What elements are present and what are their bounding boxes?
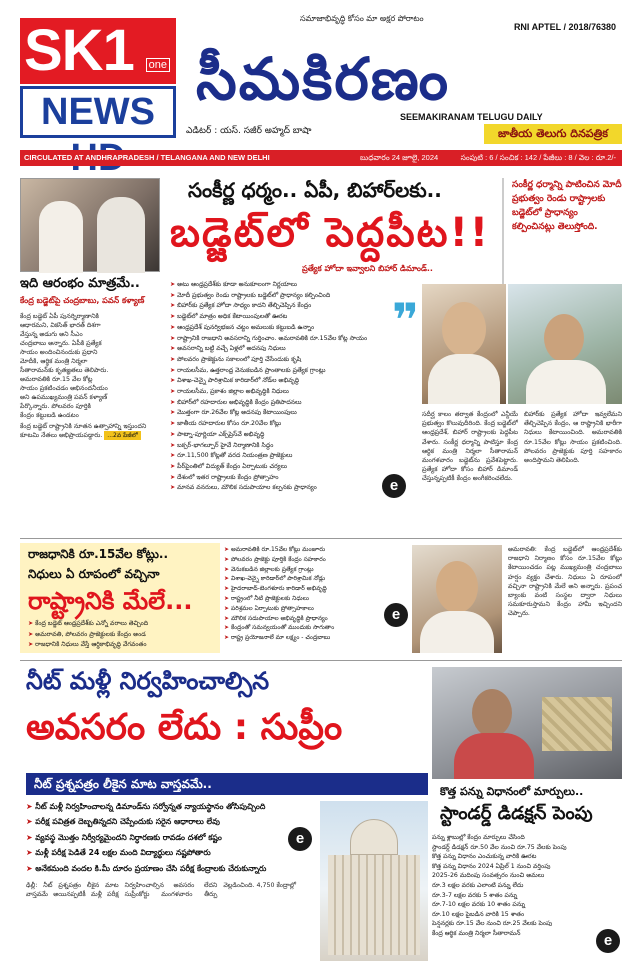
tax-line: కొత్త పన్ను విధానం ఎంచుకున్న వారికి ఊరట <box>432 853 537 861</box>
side-body-line: మోదీకి, ఆర్థిక మంత్రి నిర్మలా <box>20 358 88 365</box>
list-item: ➤ మౌలిక సదుపాయాల అభివృద్ధికి ప్రాధాన్యం <box>224 614 420 624</box>
court-building <box>328 855 420 955</box>
tax-line: రూ.10 లక్షల పైబడిన వారికి 15 శాతం <box>432 910 525 918</box>
capital-highlights <box>28 619 218 651</box>
logo-one-text: one <box>146 58 170 72</box>
list-item: ➤ అనేకమంది వందల కి.మీ దూరం ప్రయాణం చేసి పరీక్ష కేంద్రాలకు చేరుకున్నారు <box>26 861 336 876</box>
neet-kicker: నీట్ ప్రశ్నపత్రం లీకైన మాట వాస్తవమే.. <box>26 773 428 795</box>
budget-quote: సంకీర్ణ ధర్మాన్ని పాటించిన మోదీ ప్రభుత్వం రెండు రాష్ట్రాలకు బడ్జెట్‌లో ప్రాధాన్యం కల్పించినట్లు తెలుస్తోంది. <box>502 178 622 286</box>
list-item: ➤ నీట్ మళ్లీ నిర్వహించాలన్న డిమాండ్‌ను సర్వోన్నత న్యాయస్థానం తోసిపుచ్చింది <box>26 799 336 814</box>
neet-body: ఢిల్లీ: నీట్ ప్రశ్నపత్రం లీకైన మాట వాస్తవమే అయినప్పటికీ మళ్లీ పరీక్ష నిర్వహించాల్సిన అవసరం లేదని సుప్రీంకోర్టు మంగళవారం తీర్పు వెల్లడించింది. 4,750 కేంద్రాల్లో <box>26 882 297 899</box>
budget-kicker: ప్రత్యేక హోదా ఇవ్వాలని బిహార్ డిమాండ్.. <box>302 264 433 273</box>
capital-headline-1: రాజధానికి రూ.15వేల కోట్లు.. <box>28 547 169 561</box>
editor-line: ఎడిటర్ : యస్. సజీర్ అహ్మద్ బాషా <box>186 126 312 136</box>
photo-body <box>454 733 534 779</box>
photo-currency-notes <box>542 697 612 751</box>
photo-face <box>442 302 486 356</box>
side-subheadline: కేంద్ర బడ్జెట్‌పై చంద్రబాబు, పవన్ కళ్యాణ్ <box>20 296 145 305</box>
budget-bullet-list <box>170 280 410 494</box>
capital-headline-2: నిధులు ఏ రూపంలో వచ్చినా <box>28 567 160 581</box>
neet-headline-1: నీట్ మళ్లీ నిర్వహించాల్సిన <box>26 667 270 695</box>
photo-finance-minister <box>432 667 622 779</box>
side-note-text: కేంద్ర బడ్జెట్ రాష్ట్రానికి నూతన ఉత్సాహాన్ని ఇస్తుందని కూటమి నేతలు అభిప్రాయపడ్డారు. <box>20 423 147 439</box>
volume-info: సంపుటి : 6 / సంచిక : 142 / పేజీలు : 8 / వెల : రూ.2/- <box>460 153 616 162</box>
logo-news-hd-text: NEWS <box>20 86 176 138</box>
quote-mark-icon: ❞ <box>392 293 419 347</box>
photo-body <box>420 611 494 653</box>
title-band <box>186 38 622 120</box>
capital-column: అమరావతి: కేంద్ర బడ్జెట్‌లో ఆంధ్రప్రదేశ్‌కు రాజధాని నిర్మాణం కోసం రూ.15వేల కోట్లు కేటాయించడం పట్ల ముఖ్యమంత్రి చంద్రబాబు హర్షం వ్యక్తం చేశారు. నిధులు ఏ రూపంలో వచ్చినా రాష్ట్రానికి మేలే అని అన్నారు. ప్రపంచ బ్యాంకు వంటి సంస్థల ద్వారా నిధులు సమకూరుస్తామని కేంద్రం హామీ ఇచ్చిందని చెప్పారు. <box>508 546 622 618</box>
list-item: ➤ హైదరాబాద్-బెంగళూరు కారిడార్ అభివృద్ధి <box>224 584 420 594</box>
photo-cm-deputy-cm <box>20 178 160 272</box>
list-item: ➤ కేంద్రంతో సమన్వయంతో ముందుకు సాగుతాం <box>224 623 420 633</box>
side-body-line: కేంద్ర బడ్జెట్ ఏపీ పునర్నిర్మాణానికి <box>20 313 99 320</box>
list-item: ➤ రూ.11,500 కోట్లతో వరద నియంత్రణ ప్రాజెక్టులు <box>170 451 410 462</box>
continued-tag: ...2వ పేజీలో <box>104 431 141 440</box>
list-item: ➤ విశాఖ-చెన్నై పారిశ్రామిక కారిడార్‌లో నోడ్‌ల అభివృద్ధి <box>170 376 410 387</box>
info-bar <box>20 150 622 166</box>
list-item: ➤ రాయలసీమ, ప్రకాశం జిల్లాల అభివృద్ధికి నిధులు <box>170 387 410 398</box>
photo-chandrababu-2 <box>412 545 502 653</box>
list-item: ➤ మళ్లీ పరీక్ష పెడితే 24 లక్షల మంది విద్యార్థులు నష్టపోతారు <box>26 845 336 860</box>
neet-story <box>20 660 622 970</box>
photo-body <box>526 360 606 404</box>
capital-story <box>20 538 622 656</box>
e-logo-icon: e <box>288 827 312 851</box>
court-dome <box>350 819 398 855</box>
list-item: ➤ ఆంధ్రప్రదేశ్ పునర్విభజన చట్టం అమలుకు కట్టుబడి ఉన్నాం <box>170 323 410 334</box>
side-body-line: చంద్రబాబు అన్నారు. ఏపీకి ప్రత్యేక <box>20 340 102 347</box>
list-item: ➤ రాష్ట్రానికి రాజధాని అవసరాన్ని గుర్తించాం. అమరావతికి రూ.15వేల కోట్ల సాయం <box>170 334 410 345</box>
budget-column-right: బిహార్‌కు ప్రత్యేక హోదా ఇవ్వలేమని తేల్చిచెప్పిన కేంద్రం, ఆ రాష్ట్రానికి భారీగా నిధులు కేటాయించింది. అమరావతికి రూ.15వేల కోట్లు సాయం ప్రకటించింది. పోలవరం ప్రాజెక్టుకు పూర్తి సహకారం అందిస్తామని తెలిపింది. <box>524 411 622 465</box>
list-item: ➤ దేశంలో ఇతర రాష్ట్రాలకు కేంద్రం ప్రోత్సాహం <box>170 473 410 484</box>
tax-line: రూ.3-7 లక్షల వరకు 5 శాతం పన్ను <box>432 891 518 899</box>
list-item: ➤ అమరావతికి రూ.15వేల కోట్లు మంజూరు <box>224 545 420 555</box>
list-item: ➤ పోలవరం ప్రాజెక్టు పూర్తికి కేంద్రం సహకారం <box>224 555 420 565</box>
list-item: ➤ అటు ఆంధ్రప్రదేశ్‌కు కూడా అనుకూలంగా నిర్ణయాలు <box>170 280 410 291</box>
list-item: ➤ అమరావతి, పోలవరం ప్రాజెక్టులకు కేంద్రం అండ <box>28 630 218 641</box>
capital-headline-3: రాష్ట్రానికి మేలే... <box>28 587 193 615</box>
logo-sk1-text: SK1 <box>20 18 176 84</box>
tax-line: రూ.7-10 లక్షల వరకు 10 శాతం పన్ను <box>432 901 526 909</box>
list-item: ➤ బడ్జెట్‌లో మాత్రం అధిక కేటాయింపులతో ఊరట <box>170 312 410 323</box>
list-item: ➤ పోలవరం ప్రాజెక్టును సకాలంలో పూర్తి చేసేందుకు కృషి <box>170 355 410 366</box>
list-item: ➤ రాయలసీమ, ఉత్తరాంధ్ర వెనుకబడిన ప్రాంతాలకు ప్రత్యేక గ్రాంట్లు <box>170 366 410 377</box>
photo-chandrababu <box>422 284 506 404</box>
side-body-line: పేర్కొన్నారు. పోలవరం పూర్తికి <box>20 403 91 410</box>
budget-headline-top: సంకీర్ణ ధర్మం.. ఏపీ, బిహార్‌లకు.. <box>188 178 442 202</box>
side-body-line: కేంద్రం కట్టుబడి ఉండటం <box>20 412 79 419</box>
masthead <box>0 0 640 148</box>
list-item: ➤ కేంద్ర బడ్జెట్ ఆంధ్రప్రదేశ్‌కు ఎన్నో వరాలు తెచ్చింది <box>28 619 218 630</box>
list-item: ➤ వెనుకబడిన జిల్లాలకు ప్రత్యేక గ్రాంట్లు <box>224 565 420 575</box>
tagline: సమాజాభివృద్ధి కోసం మా అక్షర పోరాటం <box>300 14 424 23</box>
capital-bullet-list <box>224 545 420 643</box>
list-item: ➤ బిహార్‌కు ప్రత్యేక హోదా సాధ్యం కాదని తేల్చిచెప్పిన కేంద్రం <box>170 301 410 312</box>
list-item: ➤ జాతీయ రహదారుల కోసం రూ.20వేల కోట్లు <box>170 419 410 430</box>
side-note <box>20 422 160 440</box>
photo-face <box>544 314 584 362</box>
side-body <box>20 312 160 420</box>
side-body-line: అమరావతికి రూ.15 వేల కోట్ల <box>20 376 93 383</box>
tax-line: స్టాండర్డ్ డిడక్షన్ రూ.50 వేల నుంచి రూ.75 వేలకు పెంపు <box>432 843 567 851</box>
tax-line: పన్ను శ్లాబుల్లో కేంద్రం మార్పులు చేసింది <box>432 834 525 841</box>
tax-line: 2025-26 మదింపు సంవత్సరం నుంచి అమలు <box>432 872 545 880</box>
photo-bihar-cm <box>508 284 622 404</box>
list-item: ➤ బిహార్‌లో రహదారుల అభివృద్ధికి కేంద్రం ప్రతిపాదనలు <box>170 398 410 409</box>
newspaper-title: సీమకిరణం <box>196 45 451 113</box>
e-logo-icon: e <box>382 474 406 498</box>
side-body-line: సాయం ప్రకటించడం అభినందనీయం <box>20 385 108 392</box>
list-item: ➤ రాష్ట్ర ప్రయోజనాలే మా లక్ష్యం - చంద్రబాబు <box>224 633 420 643</box>
photo-face <box>472 689 512 737</box>
e-logo-icon: e <box>596 929 620 953</box>
side-body-line: సీతారామన్‌కు కృతజ్ఞతలు తెలిపారు. <box>20 367 109 374</box>
list-item: ➤ రాష్ట్రంలో నీటి ప్రాజెక్టులకు నిధులు <box>224 594 420 604</box>
issue-date: బుధవారం 24 జూలై, 2024 <box>360 153 439 162</box>
side-headline: ఇది ఆరంభం మాత్రమే.. <box>20 276 140 291</box>
list-item: ➤ బక్సర్-భాగల్పూర్ హైవే నిర్మాణానికి సిద్ధం <box>170 441 410 452</box>
side-body-line: అని ఉపముఖ్యమంత్రి పవన్ కళ్యాణ్ <box>20 394 108 401</box>
tax-headline-2: స్టాండర్డ్ డిడక్షన్ పెంపు <box>440 803 593 824</box>
english-title: SEEMAKIRANAM TELUGU DAILY <box>400 112 543 122</box>
list-item: ➤ విశాఖ-చెన్నై కారిడార్‌లో పారిశ్రామిక నోడ్లు <box>224 574 420 584</box>
rni-number: RNI APTEL / 2018/76380 <box>513 22 616 32</box>
e-logo-icon: e <box>384 603 408 627</box>
photo-supreme-court <box>320 801 428 961</box>
circulation-text: CIRCULATED AT ANDHRAPRADESH / TELANGANA AND NEW DELHI <box>24 153 270 162</box>
tax-line: రూ.3 లక్షల వరకు ఎలాంటి పన్ను లేదు <box>432 881 524 889</box>
tax-headline-1: కొత్త పన్ను విధానంలో మార్పులు.. <box>440 785 584 798</box>
list-item: ➤ పరీక్ష పవిత్రత దెబ్బతిన్నదని చెప్పేందుకు సరైన ఆధారాలు లేవు <box>26 814 336 829</box>
list-item: ➤ రాజధానికి నిధులు వేస్తే ఆర్థికాభివృద్ధి వేగవంతం <box>28 640 218 651</box>
budget-column-left: సదీర్ఘ కాలం తర్వాత కేంద్రంలో ఎన్డీయే ప్రభుత్వం కొలువుదీరింది. కేంద్ర బడ్జెట్‌లో ఆంధ్రప్రదేశ్, బిహార్ రాష్ట్రాలకు పెద్దపీట వేశారు. సంకీర్ణ ధర్మాన్ని పాటిస్తూ కేంద్ర ఆర్థిక మంత్రి నిర్మలా సీతారామన్ మంగళవారం బడ్జెట్‌ను ప్రవేశపెట్టారు. ప్రత్యేక హోదా కోసం బిహార్ డిమాండ్ చేస్తున్నప్పటికీ కేంద్రం అంగీకరించలేదు. <box>422 411 518 483</box>
list-item: ➤ పాట్నా-పూర్ణియా ఎక్స్‌ప్రెస్‌వే అభివృద్ధి <box>170 430 410 441</box>
list-item: ➤ మానవ వనరులు, మౌలిక సదుపాయాల కల్పనకు ప్రాధాన్యం <box>170 483 410 494</box>
tax-line: కొత్త పన్ను విధానం 2024 ఏప్రిల్ 1 నుంచి వర్తింపు <box>432 862 551 870</box>
photo-figure-left <box>39 201 83 273</box>
photo-figure-right <box>97 197 145 273</box>
photo-face <box>436 561 478 613</box>
tax-line: కేంద్ర ఆర్థిక మంత్రి నిర్మలా సీతారామన్ <box>432 929 521 937</box>
tax-body <box>432 833 622 939</box>
list-item: ➤ పరిశ్రమల ఏర్పాటుకు ప్రోత్సాహకాలు <box>224 604 420 614</box>
daily-badge: జాతీయ తెలుగు దినపత్రిక <box>484 124 622 144</box>
budget-story <box>20 172 622 536</box>
list-item: ➤ అవసరాన్ని బట్టి వచ్చే ఏళ్లలో అదనపు నిధులు <box>170 344 410 355</box>
capital-headline-box <box>20 543 220 653</box>
side-body-line: ఆధారమని, వికసిత్ భారత్ దిశగా <box>20 322 101 329</box>
list-item: ➤ మోదీ ప్రభుత్వం రెండు రాష్ట్రాలకు బడ్జెట్‌లో ప్రాధాన్యం కల్పించింది <box>170 291 410 302</box>
sk1-news-logo <box>20 18 176 140</box>
neet-headline-2: అవసరం లేదు : సుప్రీం <box>26 707 343 748</box>
list-item: ➤ వ్యవస్థ మొత్తం నిర్వీర్యమైందని నిర్ధారణకు రావడం దశలో కష్టం <box>26 830 336 845</box>
tax-line: పెన్షనర్లకు రూ.15 వేల నుంచి రూ.25 వేలకు పెంపు <box>432 920 553 928</box>
photo-body <box>428 354 500 404</box>
list-item: ➤ మొత్తంగా రూ.26వేల కోట్ల అదనపు కేటాయింపులు <box>170 408 410 419</box>
side-body-line: సాయం అందించినందుకు ప్రధాని <box>20 349 98 356</box>
budget-headline-main: బడ్జెట్‌లో పెద్దపీట!! <box>170 210 491 256</box>
side-body-line: వేస్తున్న అడుగు అని సీఎం <box>20 331 83 338</box>
list-item: ➤ పీర్‌పైంతిలో విద్యుత్ కేంద్రం ఏర్పాటుకు చర్యలు <box>170 462 410 473</box>
